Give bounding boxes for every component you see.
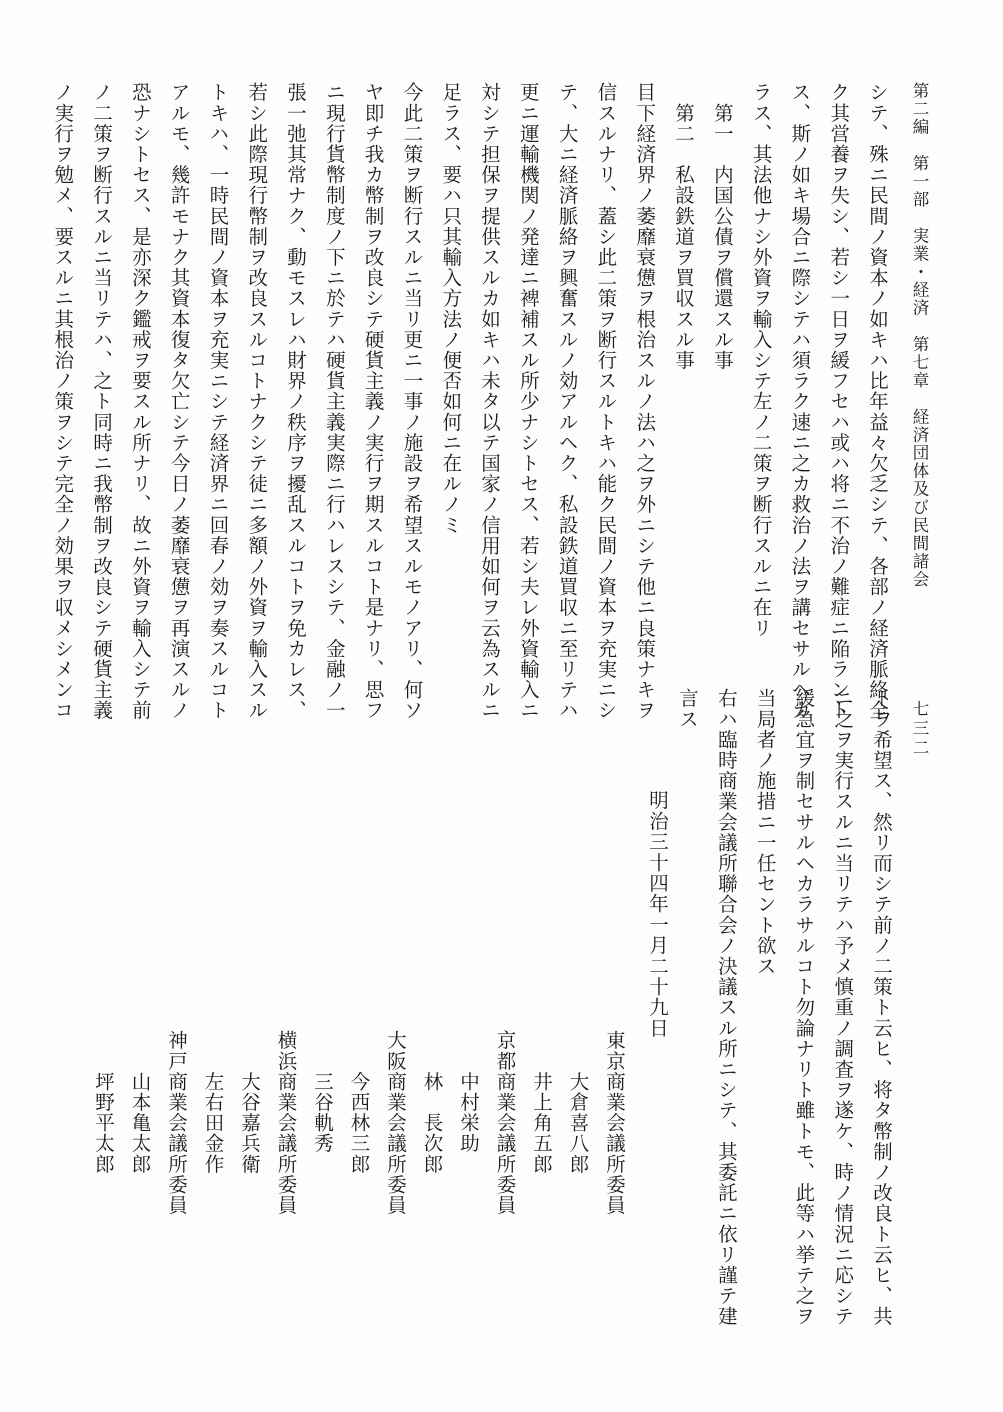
text-line: シテ、殊ニ民間ノ資本ノ如キハ比年益々欠乏シテ、各部ノ経済脈絡全 xyxy=(866,82,889,721)
text-line: ス、斯ノ如キ場合ニ際シテハ須ラク速ニ之カ救治ノ法ヲ講セサルヘカ xyxy=(788,82,812,721)
document-date: 明治三十四年一月二十九日 xyxy=(646,790,669,1039)
text-line: 張一弛其常ナク、動モスレハ財界ノ秩序ヲ擾乱スルコトヲ免カレス、 xyxy=(284,82,308,721)
running-head: 第二編 第一部 実業・経済 第七章 経済団体及び民間諸会 xyxy=(910,82,929,589)
signatory-name: 大谷嘉兵衛 xyxy=(238,1030,261,1175)
text-line: 足ラス、要ハ只其輸入方法ノ便否如何ニ在ルノミ xyxy=(439,82,463,536)
text-line: アルモ、幾許モナク其資本復タ欠亡シテ今日ノ萎靡衰憊ヲ再演スルノ xyxy=(167,82,191,721)
text-line: ニ之ヲ実行スルニ当リテハ予メ慎重ノ調査ヲ遂ケ、時ノ情況ニ応シテ xyxy=(831,688,855,1327)
signatory-name: 大倉喜八郎 xyxy=(566,1030,590,1175)
text-line: 対シテ担保ヲ提供スルカ如キハ未タ以テ国家ノ信用如何ヲ云為スルニ xyxy=(478,82,502,721)
signatories xyxy=(76,1030,632,1270)
signatory-name: 中村栄助 xyxy=(457,1030,480,1154)
text-line: 目下経済界ノ萎靡衰憊ヲ根治スルノ法ハ之ヲ外ニシテ他ニ良策ナキヲ xyxy=(633,82,657,721)
page-number: 七三二 xyxy=(910,700,929,759)
signatory-org: 神戸商業会議所委員 xyxy=(165,1030,188,1216)
signatory-org: 東京商業会議所委員 xyxy=(603,1030,626,1216)
text-line: ノ実行ヲ勉メ、要スルニ其根治ノ策ヲシテ完全ノ効果ヲ収メシメンコ xyxy=(51,82,75,721)
text-line: 緩急宜ヲ制セサルヘカラサルコト勿論ナリト雖トモ、此等ハ挙テ之ヲ xyxy=(792,688,816,1327)
text-line: 言ス xyxy=(676,688,700,730)
text-line: 更ニ運輸機関ノ発達ニ裨補スル所少ナシトセス、若シ夫レ外資輸入ニ xyxy=(516,82,540,721)
text-line: テ、大ニ経済脈絡ヲ興奮スルノ効アルヘク、私設鉄道買収ニ至リテハ xyxy=(555,82,579,721)
text-line: 右ハ臨時商業会議所聯合会ノ決議スル所ニシテ、其委託ニ依リ謹テ建 xyxy=(714,688,738,1327)
text-line: ニ現行貨幣制度ノ下ニ於テハ硬貨主義実際ニ行ハレスシテ、金融ノ一 xyxy=(322,82,346,721)
text-line: ノ二策ヲ断行スルニ当リテハ、之ト同時ニ我幣制ヲ改良シテ硬貨主義 xyxy=(90,82,114,721)
signatory-org: 横浜商業会議所委員 xyxy=(274,1030,298,1216)
text-line: トキハ、一時民間ノ資本ヲ充実ニシテ経済界ニ回春ノ効ヲ奏スルコト xyxy=(206,82,230,721)
text-line: 信スルナリ、蓋シ此二策ヲ断行スルトキハ能ク民間ノ資本ヲ充実ニシ xyxy=(594,82,618,721)
list-item-first: 第一 内国公債ヲ償還スル事 xyxy=(710,82,734,371)
main-text-lower xyxy=(676,688,900,1327)
signatory-name: 坪野平太郎 xyxy=(92,1030,115,1175)
text-line: 恐ナシトセス、是亦深ク鑑戒ヲ要スル所ナリ、故ニ外資ヲ輸入シテ前 xyxy=(128,82,152,721)
signatory-org: 京都商業会議所委員 xyxy=(493,1030,517,1216)
list-item-second: 第二 私設鉄道ヲ買収スル事 xyxy=(672,82,696,371)
signatory-name: 左右田金作 xyxy=(201,1030,225,1175)
text-line: トヲ希望ス、然リ而シテ前ノ二策ト云ヒ、将タ幣制ノ改良ト云ヒ、共 xyxy=(870,688,893,1327)
signatory-name: 今西林三郎 xyxy=(347,1030,371,1175)
text-line: 今此二策ヲ断行スルニ当リ更ニ一事ノ施設ヲ希望スルモノアリ、何ソ xyxy=(400,82,424,721)
signatory-name: 三谷軌秀 xyxy=(311,1030,334,1154)
text-line: ラス、其法他ナシ外資ヲ輸入シテ左ノ二策ヲ断行スルニ在リ xyxy=(749,82,773,639)
signatory-org: 大阪商業会議所委員 xyxy=(384,1030,407,1216)
text-line: 若シ此際現行幣制ヲ改良スルコトナクシテ徒ニ多額ノ外資ヲ輸入スル xyxy=(245,82,269,721)
signatory-name: 山本亀太郎 xyxy=(128,1030,152,1175)
signatory-name: 井上角五郎 xyxy=(530,1030,553,1175)
text-line: ク其営養ヲ失シ、若シ一日ヲ緩フセハ或ハ将ニ不治ノ難症ニ陥ラント xyxy=(827,82,851,721)
text-line: 当局者ノ施措ニ一任セント欲ス xyxy=(753,688,777,977)
signatory-name: 林 長次郎 xyxy=(420,1030,444,1175)
text-line: ヤ即チ我カ幣制ヲ改良シテ硬貨主義ノ実行ヲ期スルコト是ナリ、思フ xyxy=(361,82,385,721)
